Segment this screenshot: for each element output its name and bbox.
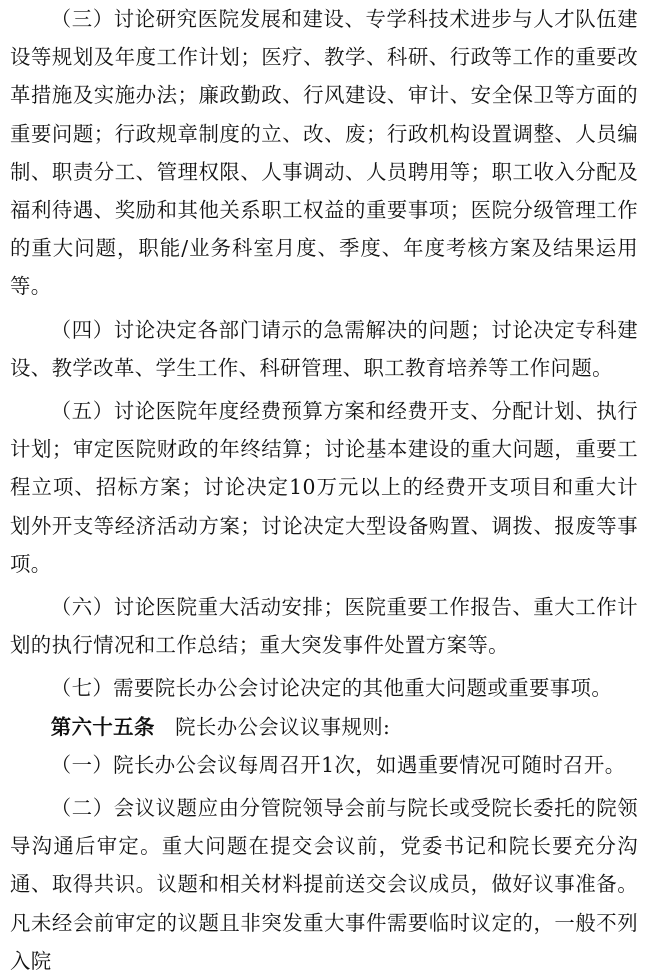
paragraph-item-6: （六）讨论医院重大活动安排；医院重要工作报告、重大工作计划的执行情况和工作总结；重大突发事件处置方案等。 <box>10 595 638 658</box>
document-page <box>10 0 638 980</box>
rule-item-1: （一）院长办公会议每周召开1次，如遇重要情况可随时召开。 <box>50 752 626 777</box>
paragraph-item-3: （三）讨论研究医院发展和建设、专学科技术进步与人才队伍建设等规划及年度工作计划；医疗、教学、科研、行政等工作的重要改革措施及实施办法；廉政勤政、行风建设、审计、安全保卫等方面的重要问题；行政规章制度的立、改、废；行政机构设置调整、人员编制、职责分工、管理权限、人事调动、人员聘用等；职工收入分配及福利待遇、奖励和其他关系职工权益的重要事项；医院分级管理工作的重大问题，职能/业务科室月度、季度、年度考核方案及结果运用等。 <box>10 7 638 299</box>
paragraph-item-7: （七）需要院长办公会讨论决定的其他重大问题或重要事项。 <box>50 676 613 701</box>
article-65 <box>10 708 638 746</box>
article-title: 院长办公会议议事规则: <box>175 714 391 739</box>
article-heading: 第六十五条 <box>50 714 155 739</box>
paragraph-item-5: （五）讨论医院年度经费预算方案和经费开支、分配计划、执行计划；审定医院财政的年终结算；讨论基本建设的重大问题，重要工程立项、招标方案；讨论决定10万元以上的经费开支项目和重大计划外开支等经济活动方案；讨论决定大型设备购置、调拨、报废等事项。 <box>10 399 638 576</box>
paragraph-item-4: （四）讨论决定各部门请示的急需解决的问题；讨论决定专科建设、教学改革、学生工作、科研管理、职工教育培养等工作问题。 <box>10 317 638 380</box>
rule-item-2: （二）会议议题应由分管院领导会前与院长或受院长委托的院领导沟通后审定。重大问题在提交会议前，党委书记和院长要充分沟通、取得共识。议题和相关材料提前送交会议成员，做好议事准备。凡未经会前审定的议题且非突发重大事件需要临时议定的，一般不列入院 <box>10 796 638 973</box>
